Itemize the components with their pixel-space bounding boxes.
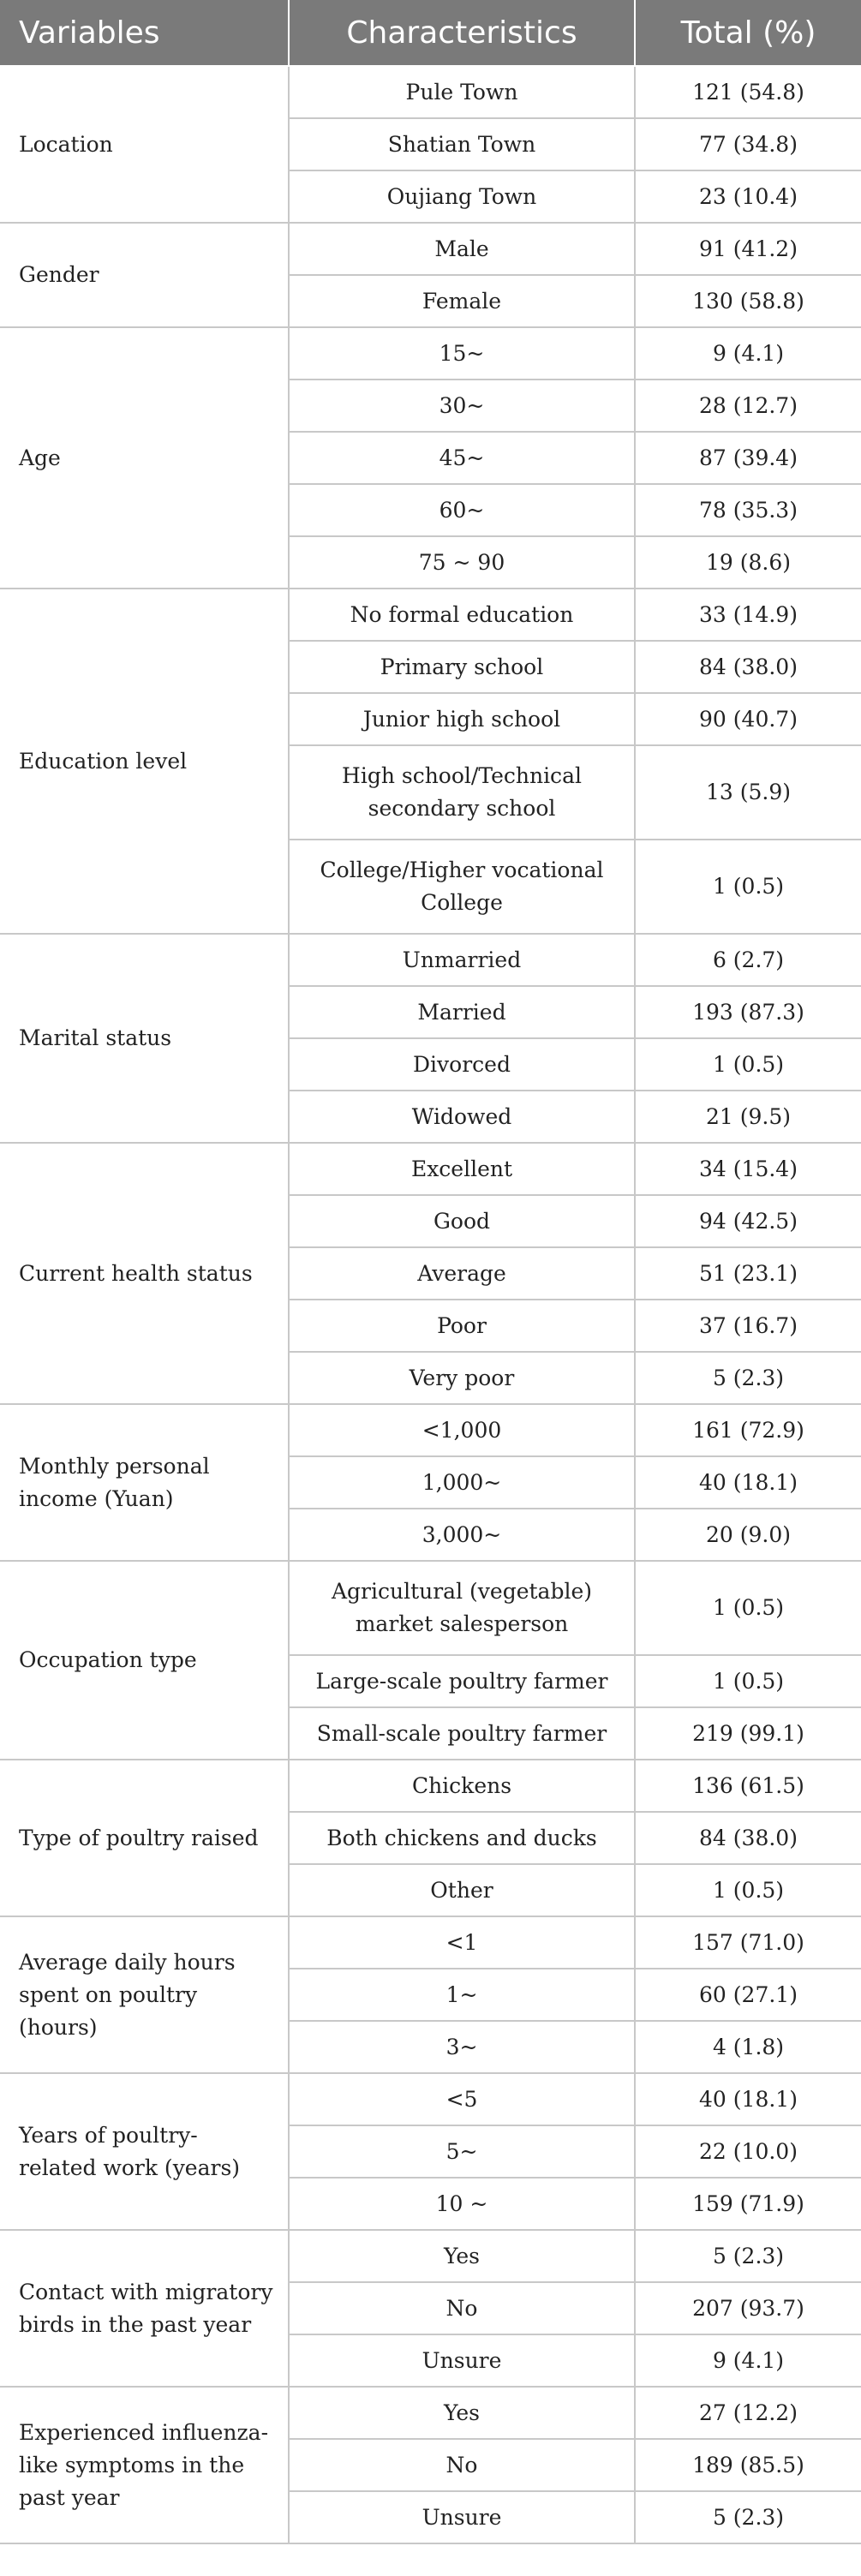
- total-cell: 34 (15.4): [635, 1143, 861, 1195]
- table-row: [0, 223, 861, 275]
- characteristic-cell: Both chickens and ducks: [289, 1812, 635, 1864]
- header-characteristics: Characteristics: [289, 0, 635, 66]
- table-row: [0, 589, 861, 641]
- total-cell: 84 (38.0): [635, 641, 861, 693]
- total-cell: 1 (0.5): [635, 1038, 861, 1091]
- total-cell: 1 (0.5): [635, 1655, 861, 1707]
- characteristic-cell: Agricultural (vegetable) market salesperson: [289, 1561, 635, 1655]
- table-row: [0, 2387, 861, 2439]
- total-cell: 1 (0.5): [635, 1864, 861, 1916]
- total-cell: 207 (93.7): [635, 2282, 861, 2334]
- characteristic-cell: No formal education: [289, 589, 635, 641]
- total-cell: 21 (9.5): [635, 1091, 861, 1143]
- characteristic-cell: <1: [289, 1916, 635, 1969]
- characteristic-cell: Married: [289, 986, 635, 1038]
- characteristic-cell: Yes: [289, 2387, 635, 2439]
- total-cell: 33 (14.9): [635, 589, 861, 641]
- variable-monthly-personal-income-yuan: Monthly personal income (Yuan): [0, 1404, 289, 1561]
- header-row: [0, 0, 861, 66]
- total-cell: 1 (0.5): [635, 1561, 861, 1655]
- table-body: [0, 66, 861, 2543]
- total-cell: 136 (61.5): [635, 1760, 861, 1812]
- table-row: [0, 1916, 861, 1969]
- variable-contact-with-migratory-birds-in-the-past-year: Contact with migratory birds in the past year: [0, 2230, 289, 2387]
- total-cell: 51 (23.1): [635, 1247, 861, 1300]
- total-cell: 130 (58.8): [635, 275, 861, 327]
- characteristic-cell: No: [289, 2282, 635, 2334]
- characteristic-cell: 1,000~: [289, 1456, 635, 1509]
- characteristic-cell: 75 ~ 90: [289, 536, 635, 589]
- total-cell: 78 (35.3): [635, 484, 861, 536]
- total-cell: 4 (1.8): [635, 2021, 861, 2073]
- table-row: [0, 2073, 861, 2125]
- characteristic-cell: Good: [289, 1195, 635, 1247]
- table-row: [0, 2230, 861, 2282]
- total-cell: 5 (2.3): [635, 2491, 861, 2543]
- total-cell: 60 (27.1): [635, 1969, 861, 2021]
- characteristic-cell: Poor: [289, 1300, 635, 1352]
- total-cell: 27 (12.2): [635, 2387, 861, 2439]
- characteristic-cell: Excellent: [289, 1143, 635, 1195]
- variable-marital-status: Marital status: [0, 934, 289, 1143]
- total-cell: 77 (34.8): [635, 118, 861, 170]
- characteristic-cell: High school/Technical secondary school: [289, 745, 635, 840]
- table-row: [0, 66, 861, 118]
- variable-average-daily-hours-spent-on-poultry-hours: Average daily hours spent on poultry (hours): [0, 1916, 289, 2073]
- characteristic-cell: Large-scale poultry farmer: [289, 1655, 635, 1707]
- header-variables: Variables: [0, 0, 289, 66]
- total-cell: 28 (12.7): [635, 380, 861, 432]
- characteristic-cell: College/Higher vocational College: [289, 840, 635, 934]
- characteristic-cell: 60~: [289, 484, 635, 536]
- characteristic-cell: <5: [289, 2073, 635, 2125]
- total-cell: 157 (71.0): [635, 1916, 861, 1969]
- characteristic-cell: Primary school: [289, 641, 635, 693]
- variable-years-of-poultry-related-work-years: Years of poultry-related work (years): [0, 2073, 289, 2230]
- characteristic-cell: Female: [289, 275, 635, 327]
- characteristic-cell: Other: [289, 1864, 635, 1916]
- total-cell: 219 (99.1): [635, 1707, 861, 1760]
- characteristic-cell: Oujiang Town: [289, 170, 635, 223]
- total-cell: 6 (2.7): [635, 934, 861, 986]
- total-cell: 9 (4.1): [635, 327, 861, 380]
- total-cell: 189 (85.5): [635, 2439, 861, 2491]
- total-cell: 87 (39.4): [635, 432, 861, 484]
- characteristic-cell: 15~: [289, 327, 635, 380]
- table-row: [0, 327, 861, 380]
- characteristic-cell: Shatian Town: [289, 118, 635, 170]
- variable-education-level: Education level: [0, 589, 289, 934]
- variable-current-health-status: Current health status: [0, 1143, 289, 1404]
- characteristic-cell: Divorced: [289, 1038, 635, 1091]
- characteristic-cell: 10 ~: [289, 2178, 635, 2230]
- header-total: Total (%): [635, 0, 861, 66]
- characteristic-cell: Very poor: [289, 1352, 635, 1404]
- characteristic-cell: 3,000~: [289, 1509, 635, 1561]
- total-cell: 40 (18.1): [635, 1456, 861, 1509]
- total-cell: 23 (10.4): [635, 170, 861, 223]
- total-cell: 1 (0.5): [635, 840, 861, 934]
- variable-gender: Gender: [0, 223, 289, 327]
- total-cell: 90 (40.7): [635, 693, 861, 745]
- total-cell: 13 (5.9): [635, 745, 861, 840]
- characteristic-cell: 45~: [289, 432, 635, 484]
- characteristic-cell: Male: [289, 223, 635, 275]
- total-cell: 19 (8.6): [635, 536, 861, 589]
- table-row: [0, 1760, 861, 1812]
- characteristic-cell: 5~: [289, 2125, 635, 2178]
- characteristic-cell: <1,000: [289, 1404, 635, 1456]
- total-cell: 20 (9.0): [635, 1509, 861, 1561]
- characteristic-cell: 1~: [289, 1969, 635, 2021]
- characteristic-cell: Widowed: [289, 1091, 635, 1143]
- characteristic-cell: 30~: [289, 380, 635, 432]
- characteristic-cell: 3~: [289, 2021, 635, 2073]
- total-cell: 159 (71.9): [635, 2178, 861, 2230]
- total-cell: 121 (54.8): [635, 66, 861, 118]
- table-row: [0, 1561, 861, 1655]
- variable-occupation-type: Occupation type: [0, 1561, 289, 1760]
- characteristic-cell: Unmarried: [289, 934, 635, 986]
- characteristic-cell: Pule Town: [289, 66, 635, 118]
- variable-age: Age: [0, 327, 289, 589]
- table-row: [0, 934, 861, 986]
- characteristic-cell: Chickens: [289, 1760, 635, 1812]
- total-cell: 5 (2.3): [635, 2230, 861, 2282]
- characteristic-cell: Junior high school: [289, 693, 635, 745]
- table-row: [0, 1404, 861, 1456]
- variable-location: Location: [0, 66, 289, 223]
- characteristic-cell: Yes: [289, 2230, 635, 2282]
- total-cell: 22 (10.0): [635, 2125, 861, 2178]
- characteristic-cell: Unsure: [289, 2491, 635, 2543]
- total-cell: 91 (41.2): [635, 223, 861, 275]
- characteristic-cell: No: [289, 2439, 635, 2491]
- total-cell: 37 (16.7): [635, 1300, 861, 1352]
- total-cell: 5 (2.3): [635, 1352, 861, 1404]
- characteristic-cell: Small-scale poultry farmer: [289, 1707, 635, 1760]
- variable-type-of-poultry-raised: Type of poultry raised: [0, 1760, 289, 1916]
- total-cell: 40 (18.1): [635, 2073, 861, 2125]
- total-cell: 161 (72.9): [635, 1404, 861, 1456]
- total-cell: 84 (38.0): [635, 1812, 861, 1864]
- total-cell: 94 (42.5): [635, 1195, 861, 1247]
- characteristic-cell: Unsure: [289, 2334, 635, 2387]
- variable-experienced-influenza-like-symptoms-in-the-past-year: Experienced influenza-like symptoms in the past year: [0, 2387, 289, 2543]
- characteristic-cell: Average: [289, 1247, 635, 1300]
- total-cell: 9 (4.1): [635, 2334, 861, 2387]
- total-cell: 193 (87.3): [635, 986, 861, 1038]
- table-row: [0, 1143, 861, 1195]
